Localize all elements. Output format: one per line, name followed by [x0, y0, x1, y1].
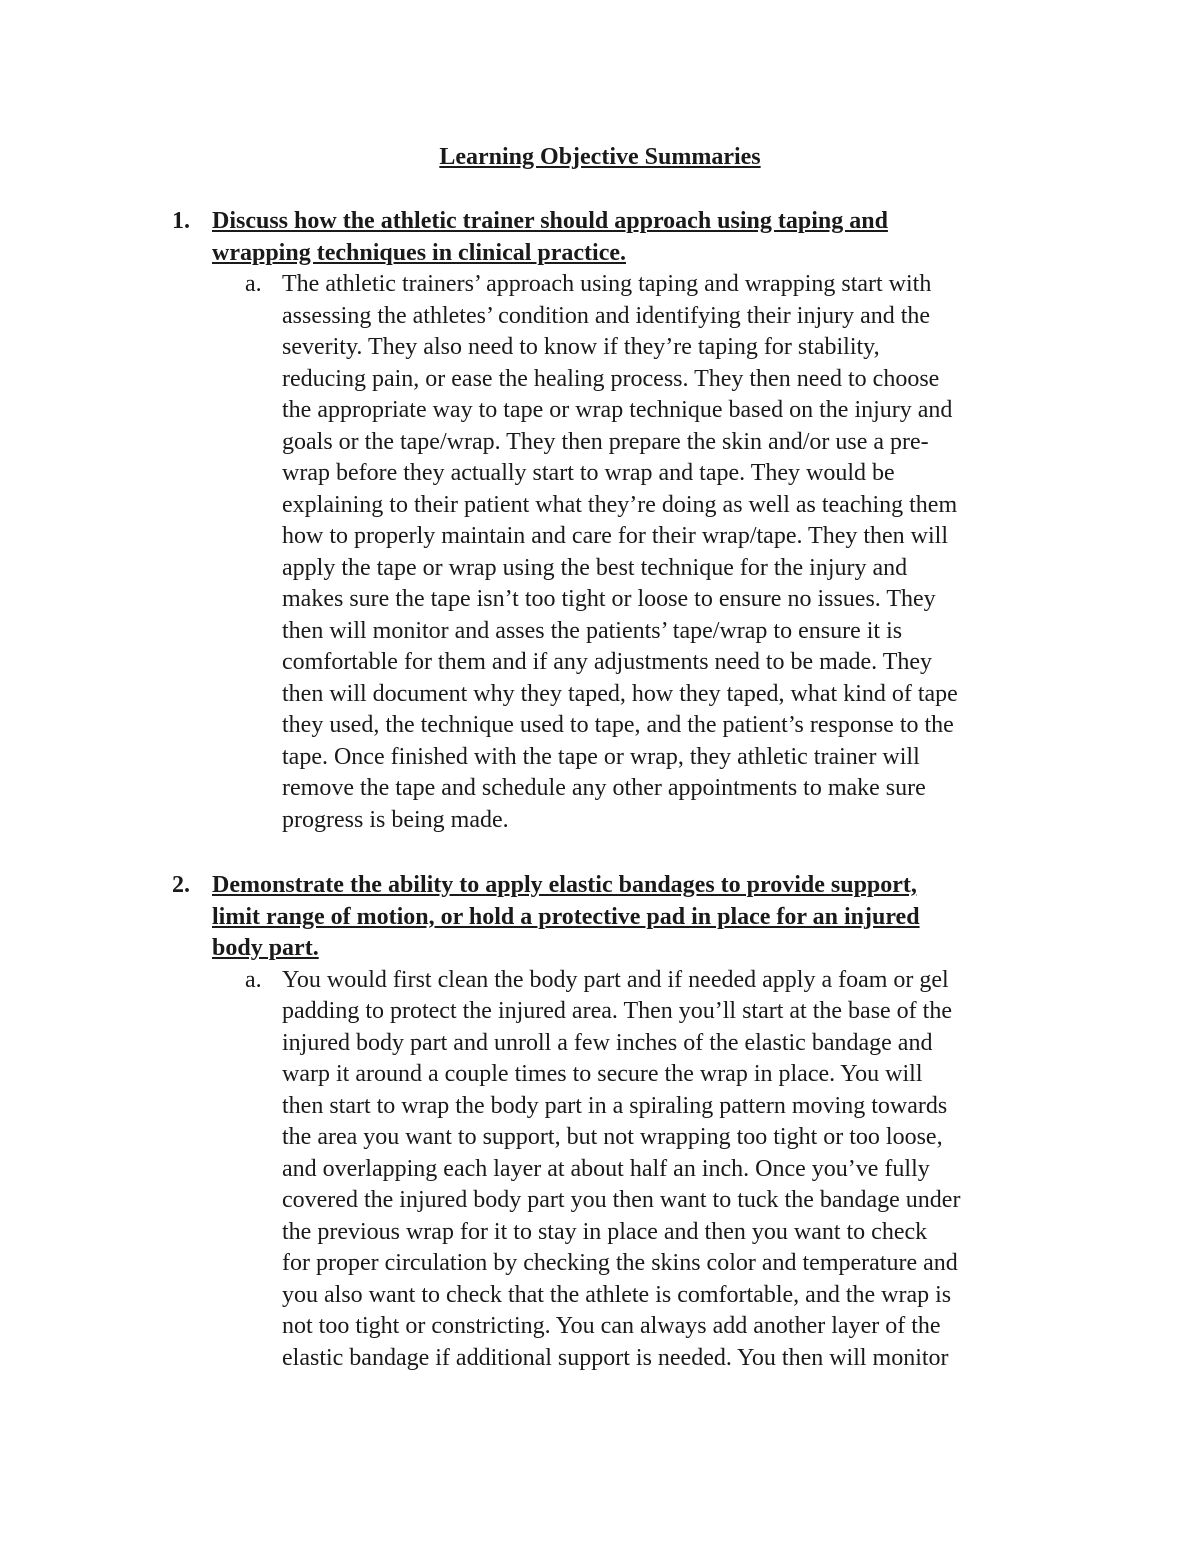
- answer-line: explaining to their patient what they’re doing as well as teaching them: [282, 491, 958, 518]
- answer-line: then will document why they taped, how they taped, what kind of tape: [282, 680, 958, 707]
- answer-line: goals or the tape/wrap. They then prepare the skin and/or use a pre-: [282, 428, 929, 455]
- answer-line: severity. They also need to know if they’re taping for stability,: [282, 334, 880, 360]
- answer-line: warp it around a couple times to secure the wrap in place. You will: [282, 1061, 923, 1087]
- answer-line: not too tight or constricting. You can always add another layer of the: [282, 1313, 941, 1339]
- answer-line: tape. Once finished with the tape or wrap, they athletic trainer will: [282, 743, 920, 770]
- answer-letter: a.: [245, 271, 262, 297]
- answer-letter: a.: [245, 966, 262, 993]
- answer-line: elastic bandage if additional support is needed. You then will monitor: [282, 1344, 949, 1371]
- answer-line: the appropriate way to tape or wrap technique based on the injury and: [282, 397, 953, 423]
- answer-line: progress is being made.: [282, 806, 509, 833]
- objective-item-2: [172, 870, 1072, 1374]
- answer-line: You would first clean the body part and if needed apply a foam or gel: [282, 966, 949, 993]
- answer-line: how to properly maintain and care for their wrap/tape. They then will: [282, 523, 948, 549]
- objective-question: [212, 870, 1042, 965]
- answer-line: then will monitor and asses the patients’ tape/wrap to ensure it is: [282, 617, 903, 644]
- objective-answer: [245, 269, 1072, 836]
- answer-line: the previous wrap for it to stay in place and then you want to check: [282, 1218, 928, 1245]
- answer-line: wrap before they actually start to wrap and tape. They would be: [282, 460, 895, 486]
- objective-question: [212, 206, 1042, 269]
- answer-line: remove the tape and schedule any other appointments to make sure: [282, 775, 926, 801]
- item-number: 1.: [172, 208, 190, 234]
- question-line: limit range of motion, or hold a protective pad in place for an injured: [212, 903, 920, 930]
- objective-answer: [245, 965, 1072, 1375]
- question-line: Discuss how the athletic trainer should approach using taping and: [212, 208, 888, 234]
- answer-line: makes sure the tape isn’t too tight or loose to ensure no issues. They: [282, 586, 936, 612]
- objective-item-1: [172, 206, 1072, 836]
- question-line: wrapping techniques in clinical practice.: [212, 239, 626, 266]
- question-line: Demonstrate the ability to apply elastic bandages to provide support,: [212, 872, 917, 898]
- answer-line: you also want to check that the athlete is comfortable, and the wrap is: [282, 1281, 952, 1308]
- answer-line: and overlapping each layer at about half an inch. Once you’ve fully: [282, 1155, 930, 1182]
- answer-line: padding to protect the injured area. Then you’ll start at the base of the: [282, 998, 952, 1024]
- document-title: Learning Objective Summaries: [439, 144, 761, 170]
- answer-line: for proper circulation by checking the skins color and temperature and: [282, 1250, 958, 1276]
- answer-line: apply the tape or wrap using the best technique for the injury and: [282, 554, 908, 581]
- answer-line: they used, the technique used to tape, and the patient’s response to the: [282, 712, 954, 738]
- answer-line: the area you want to support, but not wrapping too tight or too loose,: [282, 1124, 943, 1150]
- item-number: 2.: [172, 872, 190, 898]
- answer-line: injured body part and unroll a few inches of the elastic bandage and: [282, 1029, 933, 1056]
- answer-line: The athletic trainers’ approach using taping and wrapping start with: [282, 271, 932, 297]
- answer-line: covered the injured body part you then want to tuck the bandage under: [282, 1187, 961, 1213]
- answer-line: assessing the athletes’ condition and identifying their injury and the: [282, 302, 931, 329]
- answer-line: reducing pain, or ease the healing process. They then need to choose: [282, 365, 940, 392]
- answer-line: then start to wrap the body part in a spiraling pattern moving towards: [282, 1092, 948, 1119]
- answer-line: comfortable for them and if any adjustments need to be made. They: [282, 649, 933, 675]
- question-line: body part.: [212, 935, 319, 961]
